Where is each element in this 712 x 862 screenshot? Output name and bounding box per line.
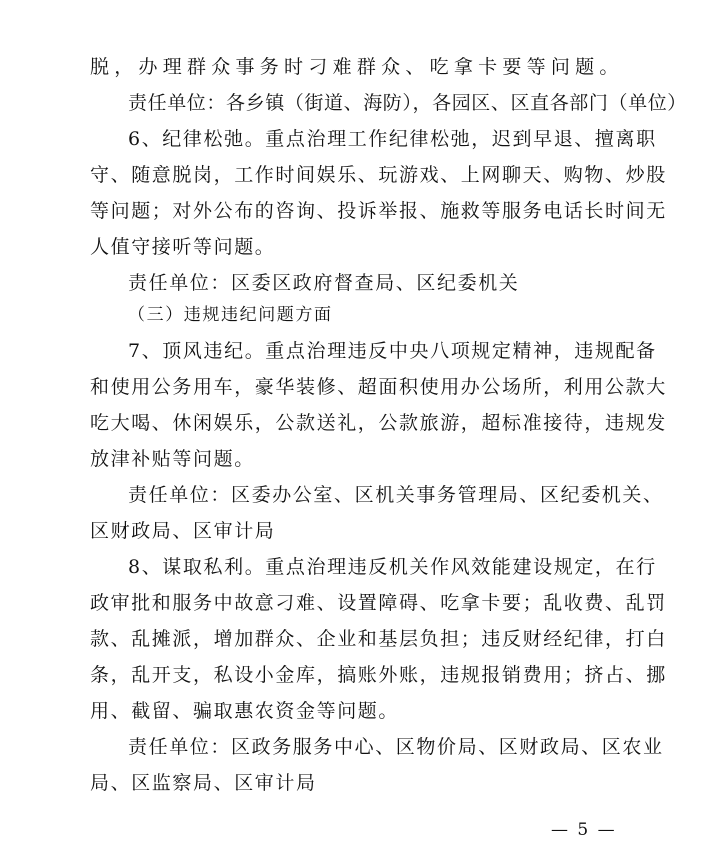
text-line: 款、乱摊派，增加群众、企业和基层负担；违反财经纪律，打白 xyxy=(90,628,667,650)
page-number: — 5 — xyxy=(551,820,617,840)
text-line: 区财政局、区审计局 xyxy=(90,520,276,542)
text-line: 政审批和服务中故意刁难、设置障碍、吃拿卡要；乱收费、乱罚 xyxy=(90,592,667,614)
section-item-6: 6、纪律松弛。重点治理工作纪律松弛，迟到早退、擅离职 xyxy=(128,128,657,150)
text-line: 和使用公务用车，豪华装修、超面积使用办公场所，利用公款大 xyxy=(90,376,667,398)
text-line: 人值守接听等问题。 xyxy=(90,236,276,258)
text-line: 等问题；对外公布的咨询、投诉举报、施救等服务电话长时间无 xyxy=(90,200,667,222)
text-line: 条，乱开支，私设小金库，搞账外账，违规报销费用；挤占、挪 xyxy=(90,664,667,686)
text-line: 用、截留、骗取惠农资金等问题。 xyxy=(90,700,400,722)
text-line: 吃大喝、休闲娱乐，公款送礼，公款旅游，超标准接待，违规发 xyxy=(90,412,667,434)
responsibility-line: 责任单位：区委办公室、区机关事务管理局、区纪委机关、 xyxy=(128,484,664,506)
text-line: 放津补贴等问题。 xyxy=(90,448,255,470)
section-item-7: 7、顶风违纪。重点治理违反中央八项规定精神，违规配备 xyxy=(128,340,657,362)
section-item-8: 8、谋取私利。重点治理违反机关作风效能建设规定，在行 xyxy=(128,556,657,578)
responsibility-line: 责任单位：区政务服务中心、区物价局、区财政局、区农业 xyxy=(128,736,664,758)
responsibility-line: 责任单位：各乡镇（街道、海防），各园区、区直各部门（单位） xyxy=(128,92,687,114)
responsibility-line: 责任单位：区委区政府督查局、区纪委机关 xyxy=(128,272,520,294)
section-heading: （三）违规违纪问题方面 xyxy=(128,305,333,325)
text-line: 脱，办理群众事务时刁难群众、吃拿卡要等问题。 xyxy=(90,56,620,78)
text-line: 局、区监察局、区审计局 xyxy=(90,772,317,794)
text-line: 守、随意脱岗，工作时间娱乐、玩游戏、上网聊天、购物、炒股 xyxy=(90,164,667,186)
